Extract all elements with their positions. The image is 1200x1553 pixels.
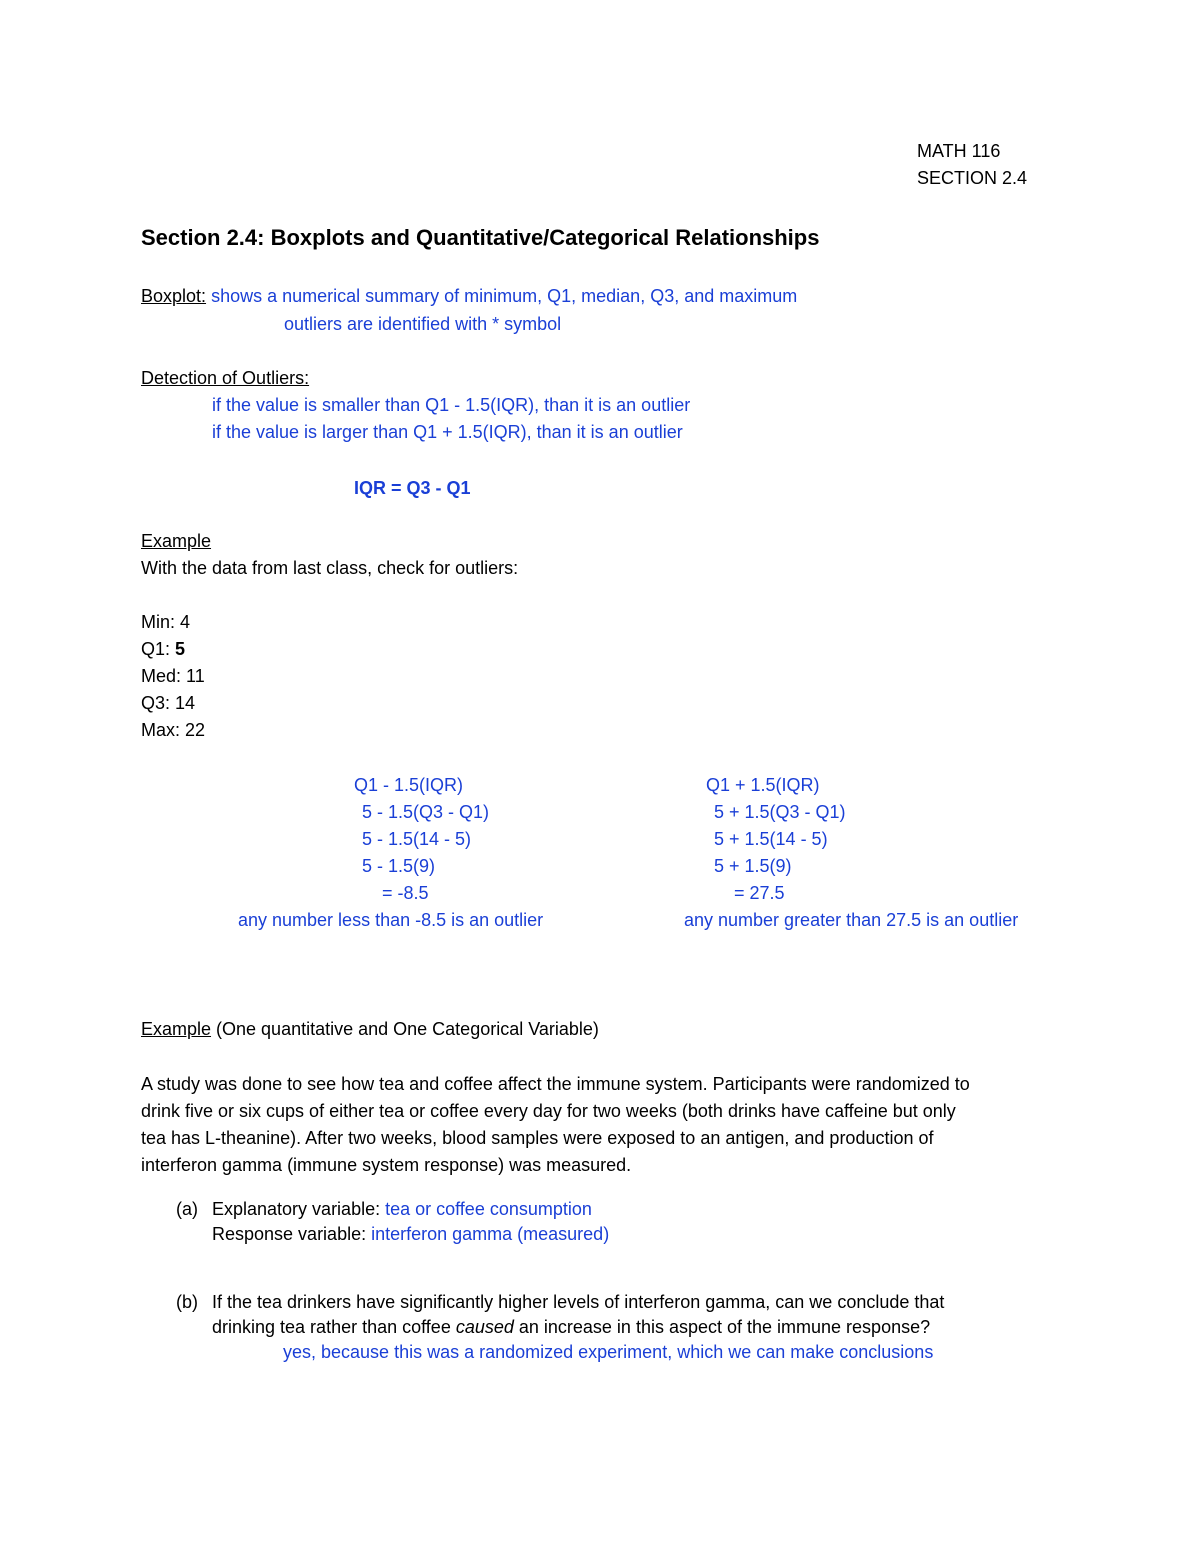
response-variable-line xyxy=(212,1225,609,1243)
boxplot-definition-line xyxy=(141,287,797,305)
example2-heading: Example xyxy=(141,1019,212,1039)
explanatory-variable-line xyxy=(212,1200,592,1218)
part-a-marker: (a) xyxy=(176,1199,198,1219)
upper-fence-line: Q1 + 1.5(IQR) xyxy=(706,775,820,795)
outliers-heading: Detection of Outliers: xyxy=(141,368,310,388)
part-b-answer: yes, because this was a randomized experiment, which we can make conclusions xyxy=(283,1342,934,1362)
study-paragraph-line: drink five or six cups of either tea or coffee every day for two weeks (both drinks have caffeine but only xyxy=(141,1101,956,1121)
boxplot-definition: shows a numerical summary of minimum, Q1, median, Q3, and maximum xyxy=(211,286,798,306)
explanatory-value: tea or coffee consumption xyxy=(385,1199,592,1219)
example1-heading: Example xyxy=(141,531,212,551)
upper-fence-line: 5 + 1.5(14 - 5) xyxy=(714,829,828,849)
summary-label: Q3: xyxy=(141,693,171,713)
upper-fence-result: = 27.5 xyxy=(734,883,785,903)
outlier-rule-high: if the value is larger than Q1 + 1.5(IQR), than it is an outlier xyxy=(212,422,683,442)
question-emphasis: caused xyxy=(455,1317,514,1337)
question-text: drinking tea rather than coffee xyxy=(212,1317,456,1337)
upper-fence-conclusion: any number greater than 27.5 is an outlier xyxy=(684,910,1019,930)
summary-label: Q1: xyxy=(141,639,171,659)
question-text: an increase in this aspect of the immune response? xyxy=(513,1317,931,1337)
part-b-question-line: If the tea drinkers have significantly higher levels of interferon gamma, can we conclude that xyxy=(212,1292,945,1312)
summary-label: Med: xyxy=(141,666,182,686)
iqr-formula: IQR = Q3 - Q1 xyxy=(354,478,471,498)
example1-prompt: With the data from last class, check for outliers: xyxy=(141,558,519,578)
boxplot-label: Boxplot: xyxy=(141,286,207,306)
outlier-rule-low: if the value is smaller than Q1 - 1.5(IQR), than it is an outlier xyxy=(212,395,691,415)
upper-fence-line: 5 + 1.5(Q3 - Q1) xyxy=(714,802,846,822)
explanatory-label: Explanatory variable: xyxy=(212,1199,386,1219)
boxplot-outlier-note: outliers are identified with * symbol xyxy=(284,314,562,334)
lower-fence-line: 5 - 1.5(9) xyxy=(362,856,436,876)
section-label: SECTION 2.4 xyxy=(917,168,1028,188)
response-value: interferon gamma (measured) xyxy=(371,1224,610,1244)
example2-heading-suffix: (One quantitative and One Categorical Variable) xyxy=(211,1019,599,1039)
lower-fence-line: Q1 - 1.5(IQR) xyxy=(354,775,464,795)
study-paragraph-line: A study was done to see how tea and coffee affect the immune system. Participants were randomized to xyxy=(141,1074,970,1094)
part-b-question-line xyxy=(212,1318,930,1336)
lower-fence-line: 5 - 1.5(Q3 - Q1) xyxy=(362,802,490,822)
summary-value: 14 xyxy=(175,693,196,713)
summary-median xyxy=(141,667,205,685)
summary-min xyxy=(141,613,190,631)
page-title: Section 2.4: Boxplots and Quantitative/Categorical Relationships xyxy=(141,225,820,250)
upper-fence-line: 5 + 1.5(9) xyxy=(714,856,792,876)
course-label: MATH 116 xyxy=(917,141,1001,161)
summary-value: 11 xyxy=(186,666,205,686)
summary-label: Max: xyxy=(141,720,181,740)
lower-fence-result: = -8.5 xyxy=(382,883,429,903)
summary-q1 xyxy=(141,640,185,658)
part-b-marker: (b) xyxy=(176,1292,198,1312)
study-paragraph-line: tea has L-theanine). After two weeks, blood samples were exposed to an antigen, and production of xyxy=(141,1128,934,1148)
summary-label: Min: xyxy=(141,612,176,632)
summary-max xyxy=(141,721,205,739)
summary-value: 4 xyxy=(180,612,191,632)
example2-heading-line xyxy=(141,1020,599,1038)
study-paragraph-line: interferon gamma (immune system response) was measured. xyxy=(141,1155,632,1175)
lower-fence-conclusion: any number less than -8.5 is an outlier xyxy=(238,910,544,930)
summary-value: 22 xyxy=(185,720,206,740)
response-label: Response variable: xyxy=(212,1224,372,1244)
summary-value: 5 xyxy=(175,639,186,659)
summary-q3 xyxy=(141,694,195,712)
lower-fence-line: 5 - 1.5(14 - 5) xyxy=(362,829,472,849)
